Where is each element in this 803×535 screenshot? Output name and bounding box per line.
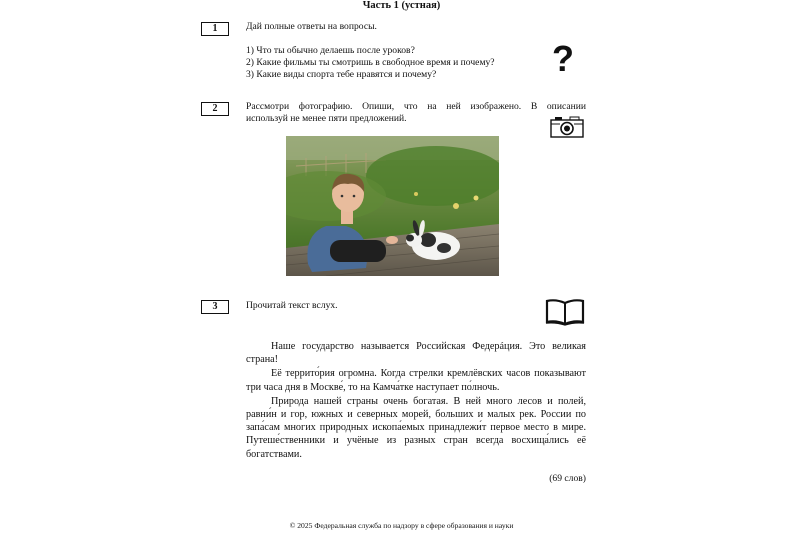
boy-with-rabbit-photo <box>286 136 499 276</box>
page-footer: © 2025 Федеральная служба по надзору в сфере образования и науки <box>289 521 514 530</box>
task-2-instruction-line-2: используй не менее пяти предложений. <box>246 113 407 124</box>
svg-text:?: ? <box>552 40 574 76</box>
open-book-icon <box>545 298 585 326</box>
reading-paragraph-1: Наше государство называется Российская Федерáция. Это великая страна! <box>246 341 586 366</box>
question-mark-icon <box>550 40 576 76</box>
task-number-1: 1 <box>201 22 229 36</box>
task-1-instruction: Дай полные ответы на вопросы. <box>246 21 377 32</box>
task-1-question-1: 1) Что ты обычно делаешь после уроков? <box>246 45 415 56</box>
task-1-question-3: 3) Какие виды спорта тебе нравятся и почему? <box>246 69 437 80</box>
reading-paragraph-2: Её террито́рия огромна. Когда стрелки кремлёвских часов показывают три часа дня в Москве́, то на Камча́тке наступает по́лночь. <box>246 368 586 393</box>
page-title: Часть 1 (устная) <box>362 0 441 11</box>
camera-icon <box>550 116 584 138</box>
task-3-instruction: Прочитай текст вслух. <box>246 300 338 311</box>
task-number-2: 2 <box>201 102 229 116</box>
task-number-3: 3 <box>201 300 229 314</box>
task-1-question-2: 2) Какие фильмы ты смотришь в свободное время и почему? <box>246 57 495 68</box>
reading-paragraph-3: Природа нашей страны очень богатая. В ней много лесов и полей, равни́н и гор, южных и северных морей, больших и малых рек. России по запа́сам многих природных ископа́емых принадлежи́т первое место в мире. Путеше́ственники и учёные из разных стран всегда восхища́лись её богатствами. <box>246 395 586 460</box>
reading-text <box>246 340 586 461</box>
word-count: (69 слов) <box>549 473 586 484</box>
task-2-instruction-line-1: Рассмотри фотографию. Опиши, что на ней изображено. В описании <box>246 101 586 112</box>
